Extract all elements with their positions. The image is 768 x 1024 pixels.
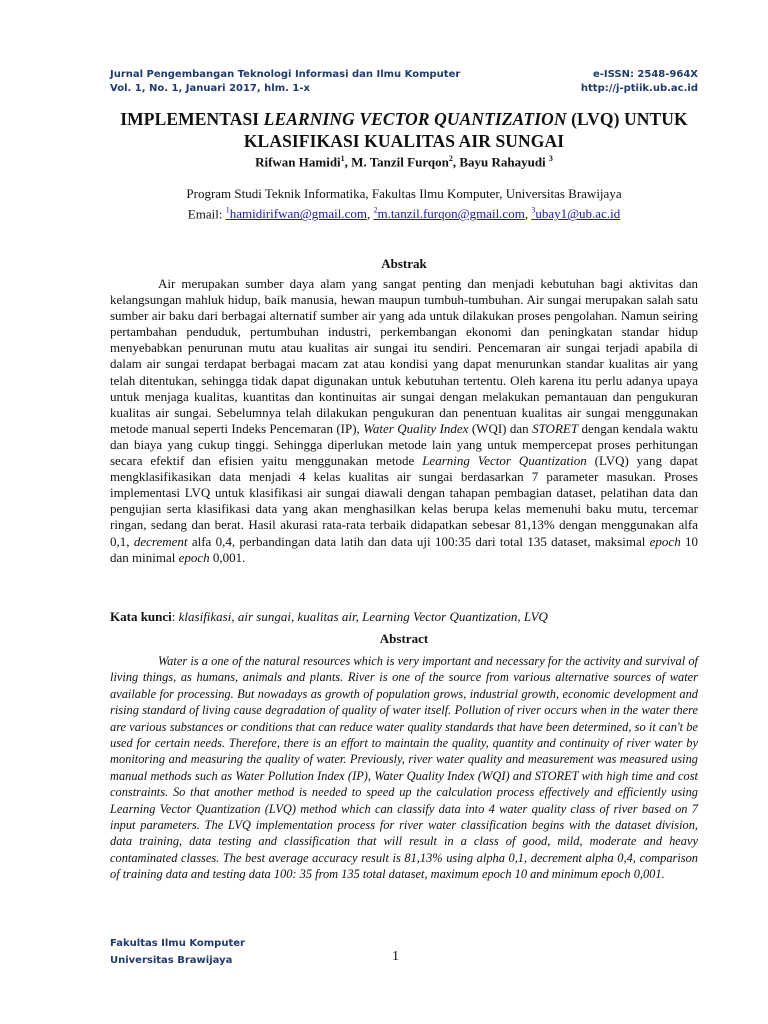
journal-volume: Vol. 1, No. 1, Januari 2017, hlm. 1-x [110, 83, 310, 94]
paper-title [100, 108, 708, 152]
journal-url[interactable]: http://j-ptiik.ub.ac.id [580, 83, 698, 94]
journal-eissn: e-ISSN: 2548-964X [592, 69, 698, 80]
email-link-3[interactable]: $^3$ubay1@ub.ac.id [531, 206, 621, 222]
title-line-1: IMPLEMENTASI LEARNING VECTOR QUANTIZATION (LVQ) UNTUK [120, 109, 688, 129]
abstrak-heading: Abstrak [381, 256, 427, 271]
email-link-2[interactable]: $^2$m.tanzil.furqon@gmail.com [373, 206, 525, 222]
author-1: Rifwan Hamidi [255, 154, 341, 170]
footer-university: Universitas Brawijaya [110, 955, 233, 966]
affiliation-program: Program Studi Teknik Informatika, Fakultas Ilmu Komputer, Universitas Brawijaya [186, 186, 622, 201]
keywords-label: Kata kunci [110, 609, 172, 624]
footer-faculty: Fakultas Ilmu Komputer [110, 938, 245, 949]
footer-affiliation [110, 935, 245, 969]
email-line: Email: $^1$hamidirifwan@gmail.com, $^2$m.tanzil.furqon@gmail.com, $^3$ubay1@ub.ac.id [187, 206, 621, 222]
abstract-heading: Abstract [379, 631, 429, 646]
keywords: Kata kunci: klasifikasi, air sungai, kualitas air, Learning Vector Quantization, LVQ [110, 609, 548, 624]
keywords-values: klasifikasi, air sungai, kualitas air, Learning Vector Quantization, LVQ [178, 609, 548, 624]
journal-name: Jurnal Pengembangan Teknologi Informasi dan Ilmu Komputer [110, 69, 461, 80]
author-2: M. Tanzil Furqon [351, 154, 449, 170]
title-line-2: KLASIFIKASI KUALITAS AIR SUNGAI [243, 131, 565, 151]
email-link-1[interactable]: $^1$hamidirifwan@gmail.com [225, 206, 367, 222]
abstract-body: Water is a one of the natural resources which is very important and necessary for the activity and survival of living things, as humans, animals and plants. River is one of the source from various alternative sources of water available for processing. But nowadays as growth of population grows, industrial growth, economic development and rising standard of living cause degradation of quality of water itself. Pollution of river occurs when in the water there are various substances or conditions that can reduce water quality standards that have been determined, so it can't be used for certain needs. Therefore, there is an effort to maintain the quality, quantity and continuity of river water by monitoring and measuring the quality of water. Previously, river water quality and measurement was measured using manual methods such as Water Pollution Index (IP), Water Quality Index (WQI) and STORET with high time and cost constraints. So that another method is needed to speed up the calculation process effectively and efficiently using Learning Vector Quantization (LVQ) method which can classify data into 4 water quality class of river based on 7 input parameters. The LVQ implementation process for river water classification begins with the dataset division, data training, data testing and classification that will result in a class of good, mild, moderate and heavy contaminated classes. The best average accuracy result is 81,13% using alpha 0,1, decrement alpha 0,4, comparison of training data and testing data 100: 35 from 135 total dataset, maximum epoch 10 and minimum epoch 0,001. [110, 654, 698, 882]
abstrak-body: Air merupakan sumber daya alam yang sangat penting dan menjadi kebutuhan bagi aktivitas dan kelangsungan mahluk hidup, baik manusia, hewan maupun tumbuh-tumbuhan. Air sungai merupakan salah satu sumber air baku dari berbagai alternatif sumber air yang ada untuk dilakukan proses pengolahan. Namun seiring pertambahan penduduk, pertumbuhan industri, perkembangan ekonomi dan peningkatan standar hidup menyebabkan penurunan mutu atau kualitas air sungai itu sendiri. Pencemaran air sungai terjadi apabila di dalam air sungai terdapat berbagai macam zat atau kondisi yang dapat menurunkan standar kualitas air yang telah ditentukan, sehingga tidak dapat digunakan untuk kebutuhan tertentu. Oleh karena itu perlu adanya upaya untuk menjaga kualitas, kuantitas dan kontinuitas air sungai dengan melakukan pemantauan dan pengukuran kualitas air sungai. Sebelumnya telah dilakukan pengukuran dan penentuan kualitas air sungai menggunakan metode manual seperti Indeks Pencemaran (IP), Water Quality Index (WQI) dan STORET dengan kendala waktu dan biaya yang cukup tinggi. Sehingga diperlukan metode lain yang untuk mempercepat proses perhitungan secara efektif dan efisien yaitu menggunakan metode Learning Vector Quantization (LVQ) yang dapat mengklasifikasikan data menjadi 4 kelas kualitas air sungai berdasarkan 7 parameter masukan. Proses implementasi LVQ untuk klasifikasi air sungai diawali dengan tahapan pembagian dataset, pelatihan data dan pengujian serta klasifikasi data yang akan menghasilkan kelas berupa kelas memenuhi baku mutu, tercemar ringan, sedang dan berat. Hasil akurasi rata-rata terbaik didapatkan sebesar 81,13% dengan menggunakan alfa 0,1, decrement alfa 0,4, perbandingan data latih dan data uji 100:35 dari total 135 dataset, maksimal epoch 10 dan minimal epoch 0,001. [110, 276, 699, 565]
affiliation [100, 185, 708, 222]
author-3: Bayu Rahayudi [459, 154, 546, 170]
page-number: 1 [392, 949, 399, 964]
author-list: Rifwan Hamidi$^1$, M. Tanzil Furqon$^2$, Bayu Rahayudi $^3$ [255, 154, 553, 170]
